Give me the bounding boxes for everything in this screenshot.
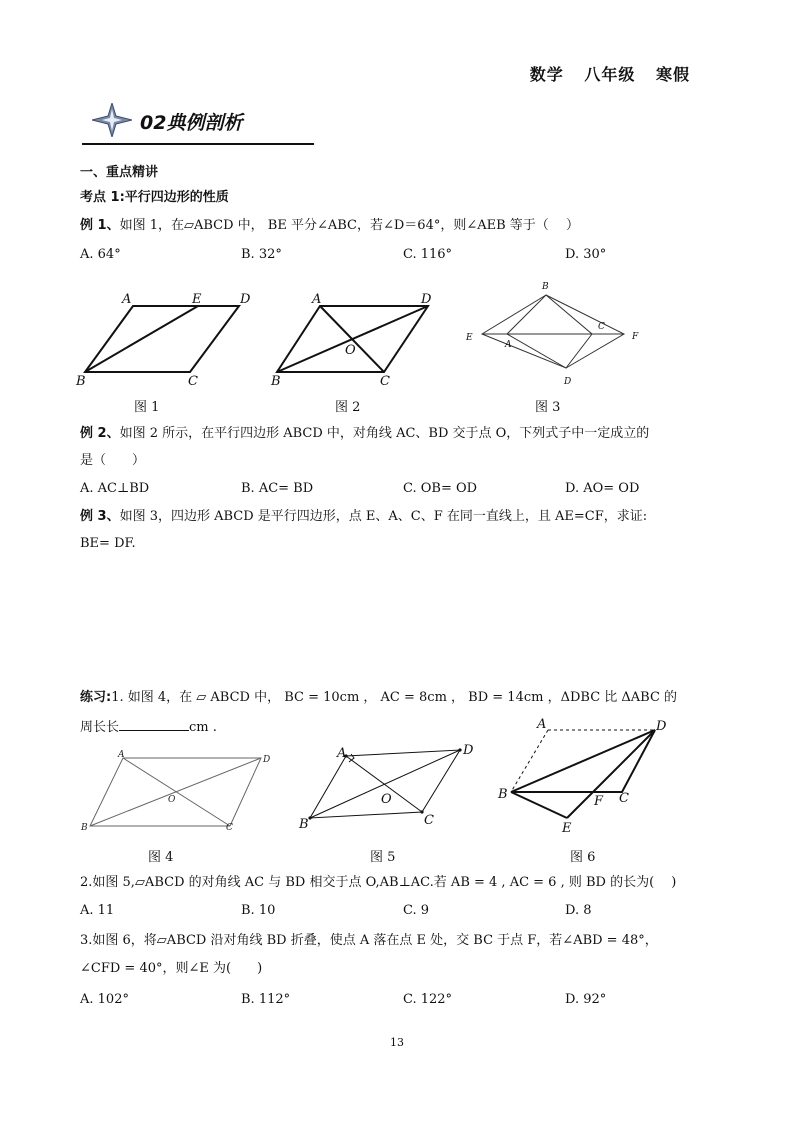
practice-q3-line1: 3.如图 6，将▱ABCD 沿对角线 BD 折叠，使点 A 落在点 E 处，交 BC 于点 F，若∠ABD = 48°， [80,933,658,948]
example3-label: 例 3、 [80,509,120,524]
practice-q3-line2: ∠CFD = 40°，则∠E 为( ) [80,961,263,976]
fig1-label-d: D [240,292,251,307]
example3-question [80,508,647,525]
fig2-label-d: D [421,292,432,307]
figure-5-caption: 图 5 [370,850,396,865]
practice-q2-option-d: D. 8 [565,903,592,918]
fig6-label-a: A [537,717,547,732]
figure-6-fold [494,712,674,836]
figure-4-caption: 图 4 [148,850,174,865]
example2-option-b: B. AC= BD [241,481,314,496]
header-term: 寒假 [655,65,690,84]
practice-q2-option-c: C. 9 [403,903,430,918]
part-heading: 一、重点精讲 [80,165,159,180]
practice-q1-text: 1. 如图 4，在 ▱ ABCD 中， BC = 10cm ， AC = 8cm ， BD = 14cm ，ΔDBC 比 ΔABC 的 [111,690,678,705]
example2-text-line1: 如图 2 所示，在平行四边形 ABCD 中，对角线 AC、BD 交于点 O，下列式子中一定成立的 [119,426,650,441]
practice-q3-option-a: A. 102° [80,992,129,1007]
practice-q3-option-d: D. 92° [565,992,607,1007]
fig3-label-b: B [542,282,549,292]
header-subject: 数学 [529,65,564,84]
example2-option-d: D. AO= OD [565,481,640,496]
example2-label: 例 2、 [80,426,120,441]
practice-q2-option-b: B. 10 [241,903,276,918]
example1-option-d: D. 30° [565,247,607,262]
fig2-label-a: A [312,292,322,307]
example3-text-line2: BE= DF. [80,536,136,551]
answer-blank [119,717,189,731]
fig6-label-b: B [498,787,508,802]
example1-option-c: C. 116° [403,247,453,262]
practice-q1-line2 [80,717,217,736]
practice-q1-prefix: 周长长 [80,720,120,735]
example3-text-line1: 如图 3，四边形 ABCD 是平行四边形，点 E、A、C、F 在同一直线上，且 AE=CF，求证: [119,509,648,524]
example1-option-b: B. 32° [241,247,282,262]
practice-q3-option-c: C. 122° [403,992,453,1007]
fig5-label-o: O [381,792,392,807]
practice-q1-line1 [80,689,677,706]
fig1-label-c: C [188,374,198,389]
figure-4-parallelogram [80,748,280,836]
fig4-label-a: A [118,750,125,760]
fig2-label-c: C [380,374,390,389]
fig4-label-d: D [263,755,271,765]
example2-text-line2: 是（ ） [80,453,146,468]
fig5-label-b: B [299,817,309,830]
fig6-label-d: D [656,719,667,734]
fig3-label-d: D [564,377,572,387]
example1-label: 例 1、 [80,218,120,233]
fig1-label-a: A [122,292,132,307]
fig1-label-b: B [76,374,86,389]
example2-option-a: A. AC⊥BD [80,481,150,496]
fig6-label-f: F [594,794,604,809]
fig3-label-a: A [505,340,512,350]
compass-star-icon [92,103,132,137]
fig6-label-c: C [619,791,629,806]
fig2-label-o: O [345,343,356,358]
practice-q1-unit: cm . [189,720,217,735]
fig5-label-a: A [337,746,347,761]
figure-3-parallelogram [460,278,650,390]
example1-text: 如图 1，在▱ABCD 中， BE 平分∠ABC，若∠D＝64°，则∠AEB 等于（ ） [119,218,579,233]
topic-heading: 考点 1:平行四边形的性质 [80,190,229,205]
fig6-label-e: E [562,821,572,836]
fig3-label-e: E [466,333,473,343]
fig2-label-b: B [271,374,281,389]
page-number: 13 [390,1036,404,1049]
example1-question [80,217,579,234]
fig1-label-e: E [192,292,202,307]
fig4-label-b: B [81,823,88,833]
fig5-label-d: D [463,743,474,758]
practice-q3-option-b: B. 112° [241,992,291,1007]
fig4-label-o: O [168,795,176,805]
figure-2-parallelogram [268,286,448,390]
fig3-label-c: C [598,322,605,332]
section-underline [82,143,314,145]
practice-q2-text: 2.如图 5,▱ABCD 的对角线 AC 与 BD 相交于点 O,AB⊥AC.若 AB = 4 , AC = 6 , 则 BD 的长为( ) [80,875,677,890]
figure-6-caption: 图 6 [570,850,596,865]
section-title: 02典例剖析 [140,112,243,134]
example2-question [80,425,649,442]
figure-3-caption: 图 3 [535,400,561,415]
header-grade: 八年级 [584,65,636,84]
figure-2-caption: 图 2 [335,400,361,415]
practice-label: 练习: [80,690,112,705]
fig5-label-c: C [424,813,434,828]
figure-1-parallelogram [74,286,264,390]
figure-1-caption: 图 1 [134,400,160,415]
figure-5-parallelogram [294,740,484,830]
example2-option-c: C. OB= OD [403,481,478,496]
example1-option-a: A. 64° [80,247,121,262]
fig3-label-f: F [632,332,639,342]
practice-q2-option-a: A. 11 [80,903,115,918]
page-header [516,62,690,85]
fig4-label-c: C [226,823,233,833]
